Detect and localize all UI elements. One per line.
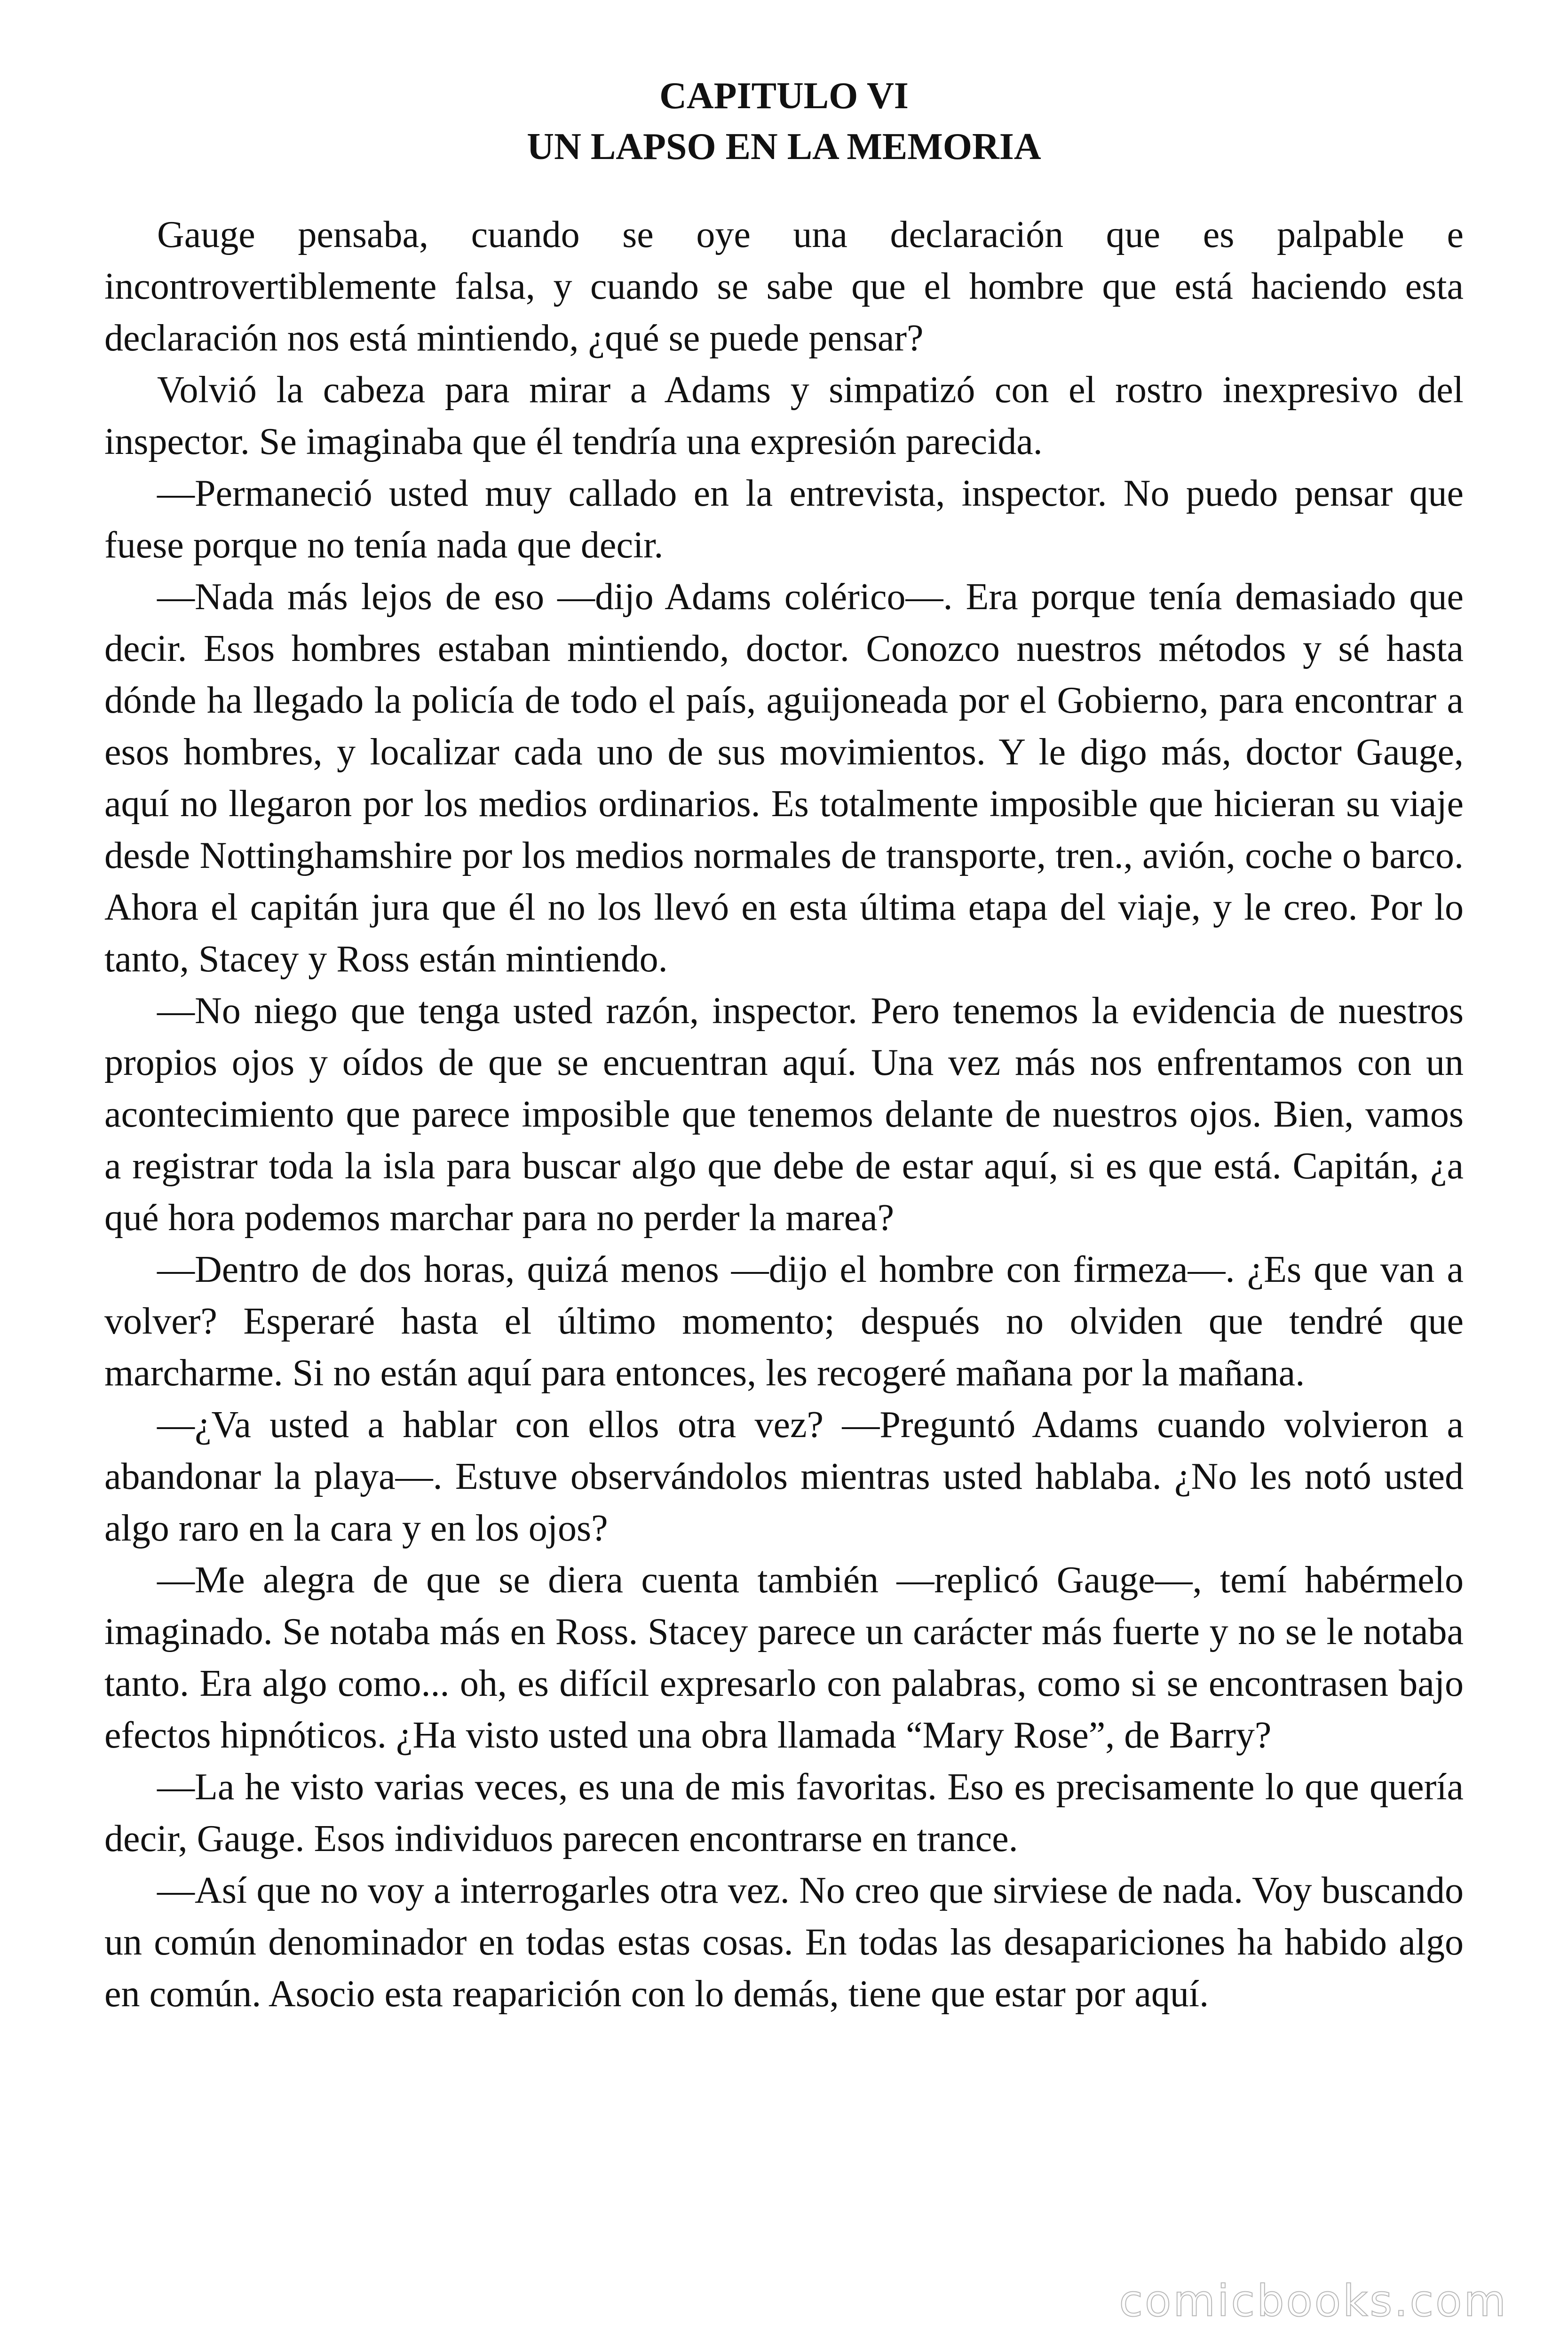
- paragraph: —Dentro de dos horas, quizá menos —dijo el hombre con firmeza—. ¿Es que van a volver? Esperaré hasta el último momento; después no olviden que tendré que marcharme. Si no están aquí para entonces, les recogeré mañana por la mañana.: [104, 1249, 1464, 1394]
- chapter-heading: [104, 71, 1464, 172]
- book-page: [104, 71, 1464, 2020]
- paragraph: —Me alegra de que se diera cuenta también —replicó Gauge—, temí habérmelo imaginado. Se notaba más en Ross. Stacey parece un carácter más fuerte y no se le notaba tanto. Era algo como... oh, es difícil expresarlo con palabras, como si se encontrasen bajo efectos hipnóticos. ¿Ha visto usted una obra llamada “Mary Rose”, de Barry?: [104, 1559, 1464, 1756]
- chapter-number: CAPITULO VI: [659, 75, 909, 117]
- paragraph: —La he visto varias veces, es una de mis favoritas. Eso es precisamente lo que quería decir, Gauge. Esos individuos parecen encontrarse en trance.: [104, 1766, 1464, 1859]
- paragraph: —No niego que tenga usted razón, inspector. Pero tenemos la evidencia de nuestros propios ojos y oídos de que se encuentran aquí. Una vez más nos enfrentamos con un acontecimiento que parece imposible que tenemos delante de nuestros ojos. Bien, vamos a registrar toda la isla para buscar algo que debe de estar aquí, si es que está. Capitán, ¿a qué hora podemos marchar para no perder la marea?: [104, 990, 1464, 1239]
- watermark: comicbooks.com: [1119, 2276, 1508, 2326]
- paragraph: —Nada más lejos de eso —dijo Adams colérico—. Era porque tenía demasiado que decir. Esos hombres estaban mintiendo, doctor. Conozco nuestros métodos y sé hasta dónde ha llegado la policía de todo el país, aguijoneada por el Gobierno, para encontrar a esos hombres, y localizar cada uno de sus movimientos. Y le digo más, doctor Gauge, aquí no llegaron por los medios ordinarios. Es totalmente imposible que hicieran su viaje desde Nottinghamshire por los medios normales de transporte, tren., avión, coche o barco. Ahora el capitán jura que él no los llevó en esta última etapa del viaje, y le creo. Por lo tanto, Stacey y Ross están mintiendo.: [104, 576, 1464, 980]
- paragraph: Gauge pensaba, cuando se oye una declaración que es palpable e incontrovertiblemente falsa, y cuando se sabe que el hombre que está haciendo esta declaración nos está mintiendo, ¿qué se puede pensar?: [104, 214, 1464, 359]
- paragraph: Volvió la cabeza para mirar a Adams y simpatizó con el rostro inexpresivo del inspector. Se imaginaba que él tendría una expresión parecida.: [104, 369, 1464, 462]
- paragraph: —Permaneció usted muy callado en la entrevista, inspector. No puedo pensar que fuese porque no tenía nada que decir.: [104, 473, 1464, 566]
- chapter-body: [104, 209, 1464, 2020]
- paragraph: —Así que no voy a interrogarles otra vez. No creo que sirviese de nada. Voy buscando un común denominador en todas estas cosas. En todas las desapariciones ha habido algo en común. Asocio esta reaparición con lo demás, tiene que estar por aquí.: [104, 1870, 1464, 2015]
- chapter-title: UN LAPSO EN LA MEMORIA: [527, 126, 1041, 167]
- paragraph: —¿Va usted a hablar con ellos otra vez? —Preguntó Adams cuando volvieron a abandonar la playa—. Estuve observándolos mientras usted hablaba. ¿No les notó usted algo raro en la cara y en los ojos?: [104, 1404, 1464, 1549]
